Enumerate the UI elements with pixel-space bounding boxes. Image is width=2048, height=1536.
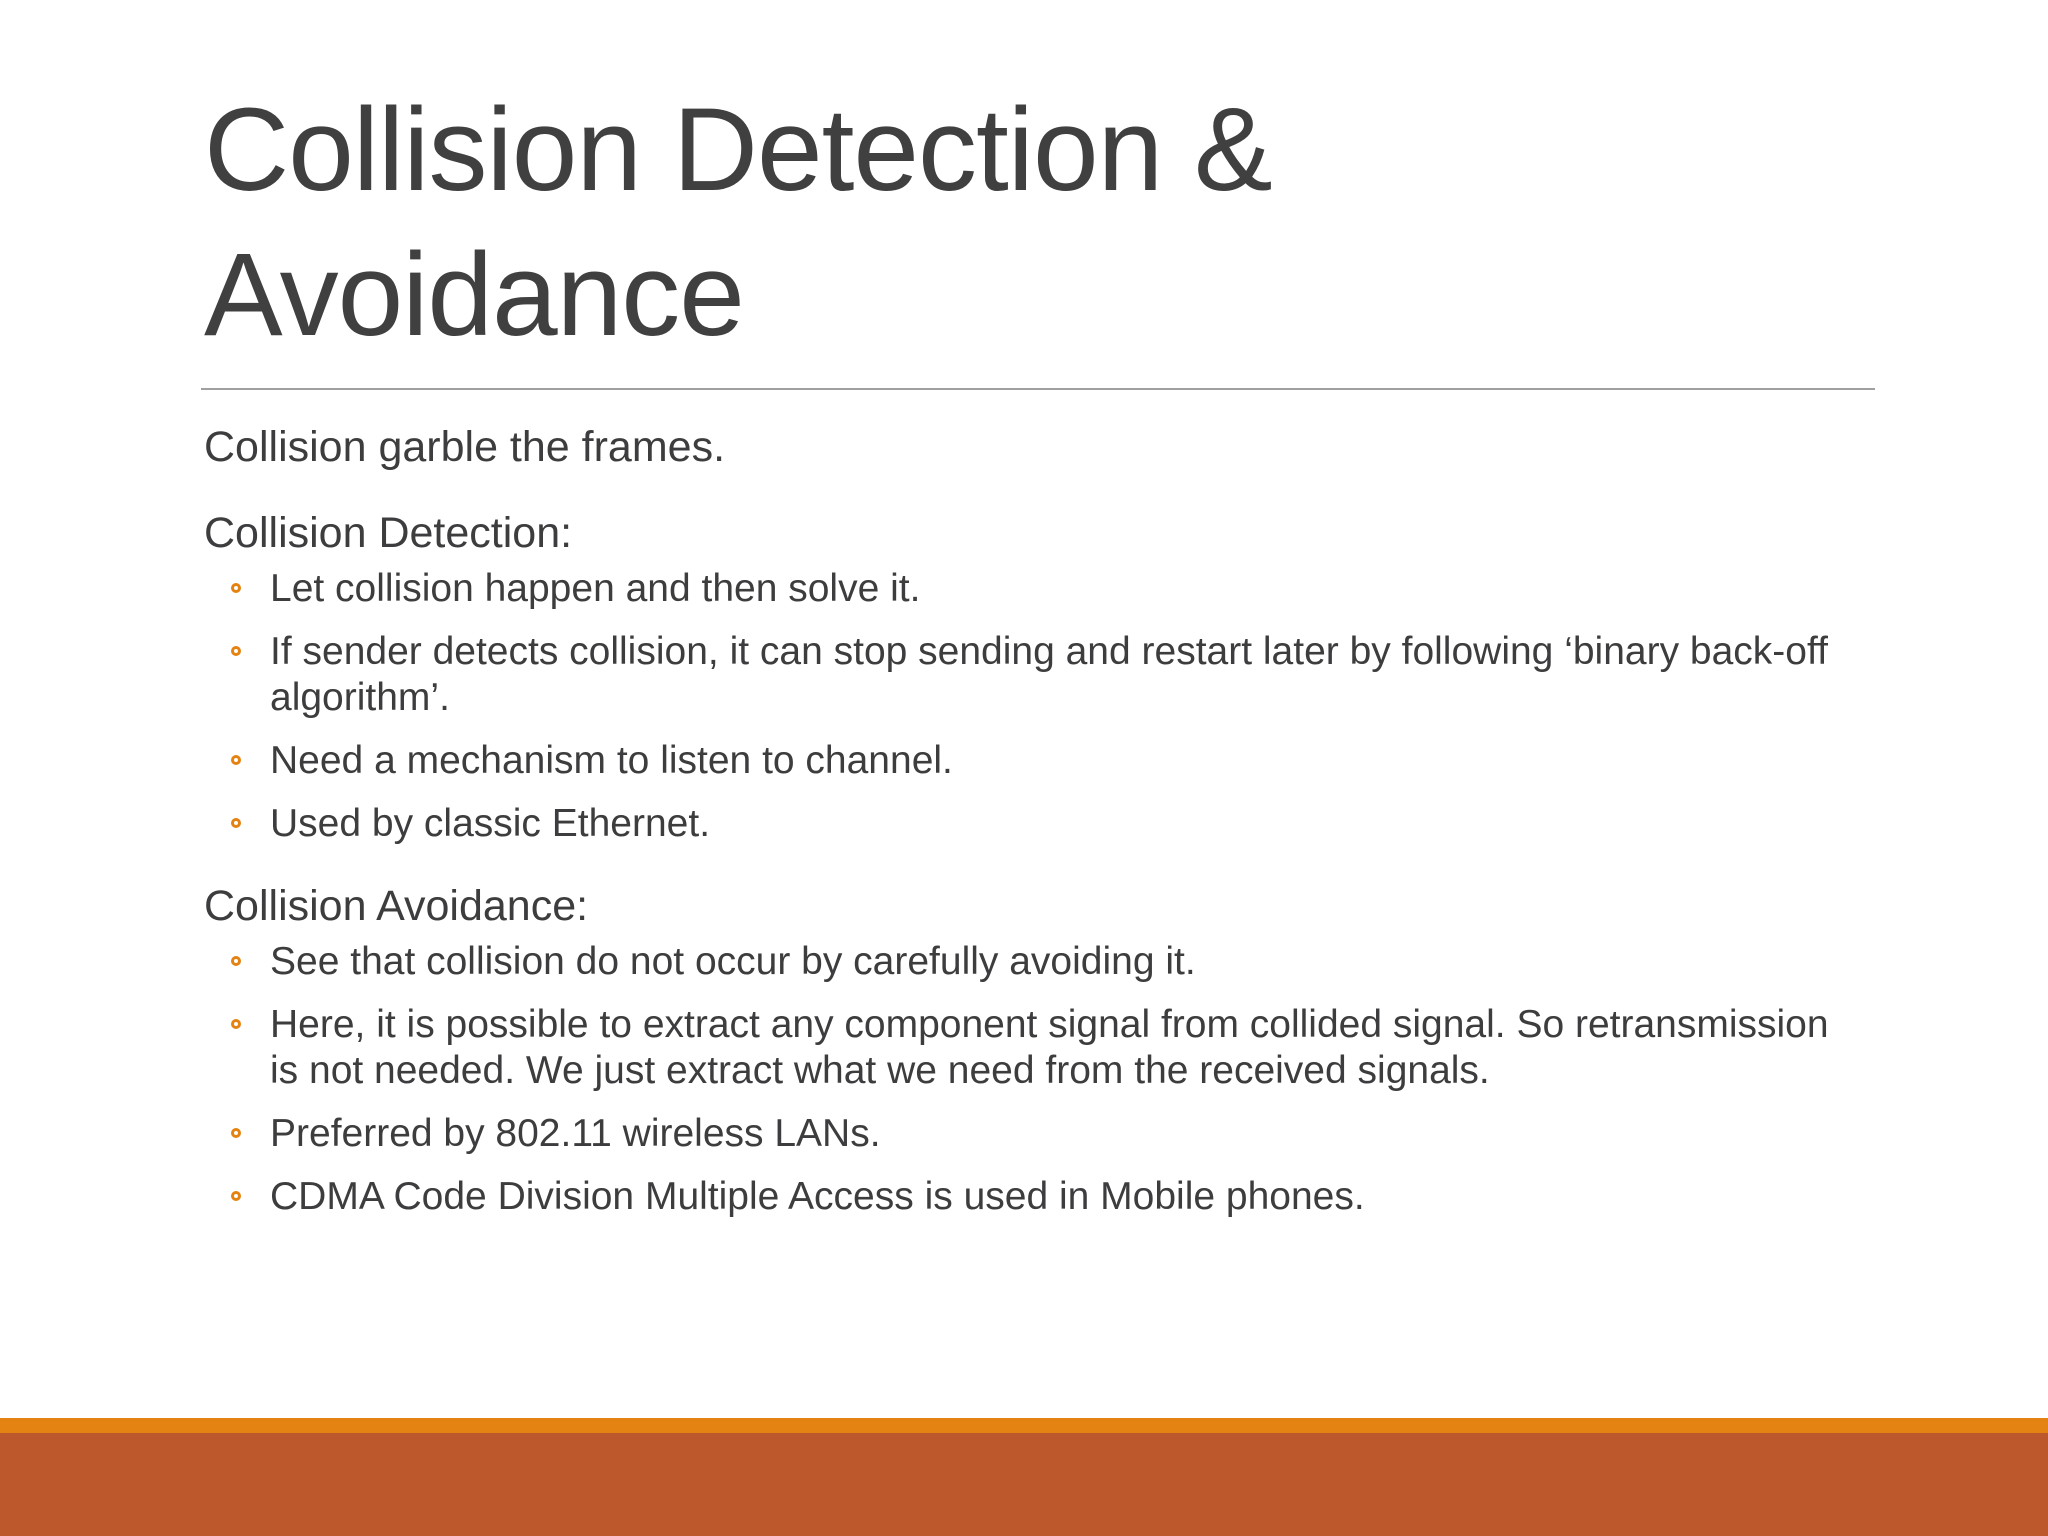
list-item [204,1111,1844,1157]
bullet-text: Let collision happen and then solve it. [270,567,921,610]
bullet-text: Preferred by 802.11 wireless LANs. [270,1112,881,1155]
bullet-circle-icon [231,646,241,656]
list-item [204,801,1844,847]
list-item [204,1174,1844,1220]
list-item [204,566,1844,612]
bullet-circle-icon [231,818,241,828]
bullet-circle-icon [231,1128,241,1138]
bullet-text: See that collision do not occur by carefully avoiding it. [270,940,1196,983]
bullet-circle-icon [231,1019,241,1029]
list-item [204,629,1844,721]
list-item [204,738,1844,784]
bullet-text: If sender detects collision, it can stop sending and restart later by following ‘binary back-off algorithm’. [270,630,1828,719]
bullet-text: CDMA Code Division Multiple Access is used in Mobile phones. [270,1175,1365,1218]
footer-accent-stripe [0,1418,2048,1433]
title-line-1: Collision Detection & [204,84,1272,216]
bullet-circle-icon [231,583,241,593]
bullet-circle-icon [231,755,241,765]
detection-bullet-list [204,566,1844,847]
list-item [204,939,1844,985]
bullet-text: Here, it is possible to extract any component signal from collided signal. So retransmission is not needed. We just extract what we need from the received signals. [270,1003,1829,1092]
slide-body [204,418,1844,1220]
footer-band [0,1433,2048,1536]
title-line-2: Avoidance [204,229,744,361]
slide-title [204,78,1844,368]
title-divider [201,388,1875,390]
section-heading-detection: Collision Detection: [204,509,573,557]
bullet-circle-icon [231,1191,241,1201]
section-heading-avoidance: Collision Avoidance: [204,882,589,930]
bullet-circle-icon [231,956,241,966]
bullet-text: Used by classic Ethernet. [270,802,711,845]
list-item [204,1002,1844,1094]
bullet-text: Need a mechanism to listen to channel. [270,739,953,782]
intro-text: Collision garble the frames. [204,423,726,471]
avoidance-bullet-list [204,939,1844,1220]
